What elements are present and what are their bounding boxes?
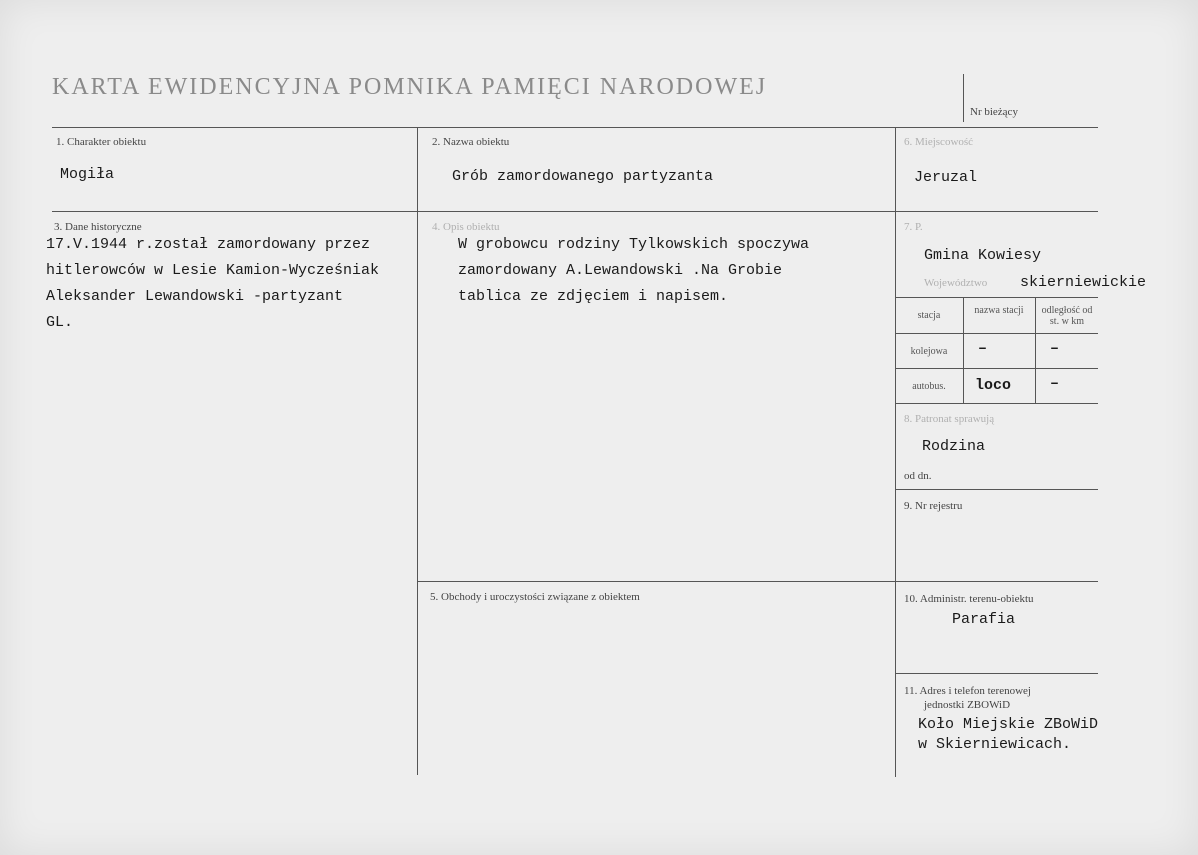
col-divider-1 [417, 127, 418, 775]
dane-line: hitlerowców w Lesie Kamion-Wycześniak [46, 262, 380, 279]
dane-line: Aleksander Lewandowski -partyzant [46, 288, 344, 305]
kolejowa-odleglosc: – [1050, 340, 1060, 357]
charakter-label: 1. Charakter obiektu [56, 136, 147, 148]
patronat-label: 8. Patronat sprawują [904, 413, 995, 425]
gmina-label: 7. P. [904, 221, 923, 233]
obchody-label: 5. Obchody i uroczystości związane z obiektem [430, 591, 640, 603]
miejscowosc-value: Jeruzal [914, 169, 978, 186]
kolejowa-nazwa: – [978, 340, 988, 357]
opis-label: 4. Opis obiektu [432, 221, 500, 233]
dane-line: 17.V.1944 r.został zamordowany przez [46, 236, 371, 253]
nazwa-value: Grób zamordowanego partyzanta [452, 168, 714, 185]
patronat-rule [895, 489, 1098, 490]
administr-value: Parafia [952, 611, 1016, 628]
stacja-col-1 [963, 297, 964, 403]
adres-label-2: jednostki ZBOWiD [924, 699, 1011, 711]
nr-label: Nr bieżący [970, 106, 1018, 118]
opis-line: tablica ze zdjęciem i napisem. [458, 288, 729, 305]
odleglosc-col-label: odległość od st. w km [1041, 305, 1093, 327]
kolejowa-label: kolejowa [910, 346, 948, 357]
charakter-value: Mogiła [60, 166, 115, 183]
stacja-bottom-rule [895, 403, 1098, 404]
adres-line-2: w Skierniewicach. [918, 736, 1072, 753]
col-divider-2 [895, 127, 896, 777]
stacja-col-label: stacja [917, 310, 941, 321]
card-title: KARTA EWIDENCYJNA POMNIKA PAMIĘCI NARODOWEJ [52, 74, 768, 100]
wojewodztwo-value: skierniewickie [1020, 274, 1147, 291]
autobus-odleglosc: – [1050, 375, 1060, 392]
autobus-nazwa: loco [975, 377, 1012, 394]
stacja-header-rule [895, 333, 1098, 334]
wojewodztwo-label: Województwo [924, 277, 988, 289]
autobus-label: autobus. [912, 381, 946, 392]
stacja-row-rule [895, 368, 1098, 369]
patronat-value: Rodzina [922, 438, 986, 455]
rejestr-label: 9. Nr rejestru [904, 500, 963, 512]
dane-label: 3. Dane historyczne [54, 221, 142, 233]
row-rule [52, 211, 1098, 212]
opis-line: zamordowany A.Lewandowski .Na Grobie [458, 262, 783, 279]
adres-line-1: Koło Miejskie ZBoWiD [918, 716, 1099, 733]
nazwa-label: 2. Nazwa obiektu [432, 136, 510, 148]
opis-text [458, 232, 809, 310]
administr-label: 10. Administr. terenu-obiektu [904, 593, 1034, 605]
stacja-col-2 [1035, 297, 1036, 403]
gmina-value: Gmina Kowiesy [924, 247, 1042, 264]
nr-divider [963, 74, 964, 122]
administr-rule [895, 673, 1098, 674]
stacja-top-rule [895, 297, 1098, 298]
dane-text [46, 232, 379, 336]
miejscowosc-label: 6. Miejscowość [904, 136, 974, 148]
adres-label: 11. Adres i telefon terenowej [904, 685, 1031, 697]
opis-line: W grobowcu rodziny Tylkowskich spoczywa [458, 236, 810, 253]
obchody-rule [417, 581, 1098, 582]
top-rule [52, 127, 1098, 128]
dane-line: GL. [46, 314, 74, 331]
nazwa-stacji-col-label: nazwa stacji [974, 305, 1024, 316]
patronat-od-label: od dn. [904, 470, 932, 482]
